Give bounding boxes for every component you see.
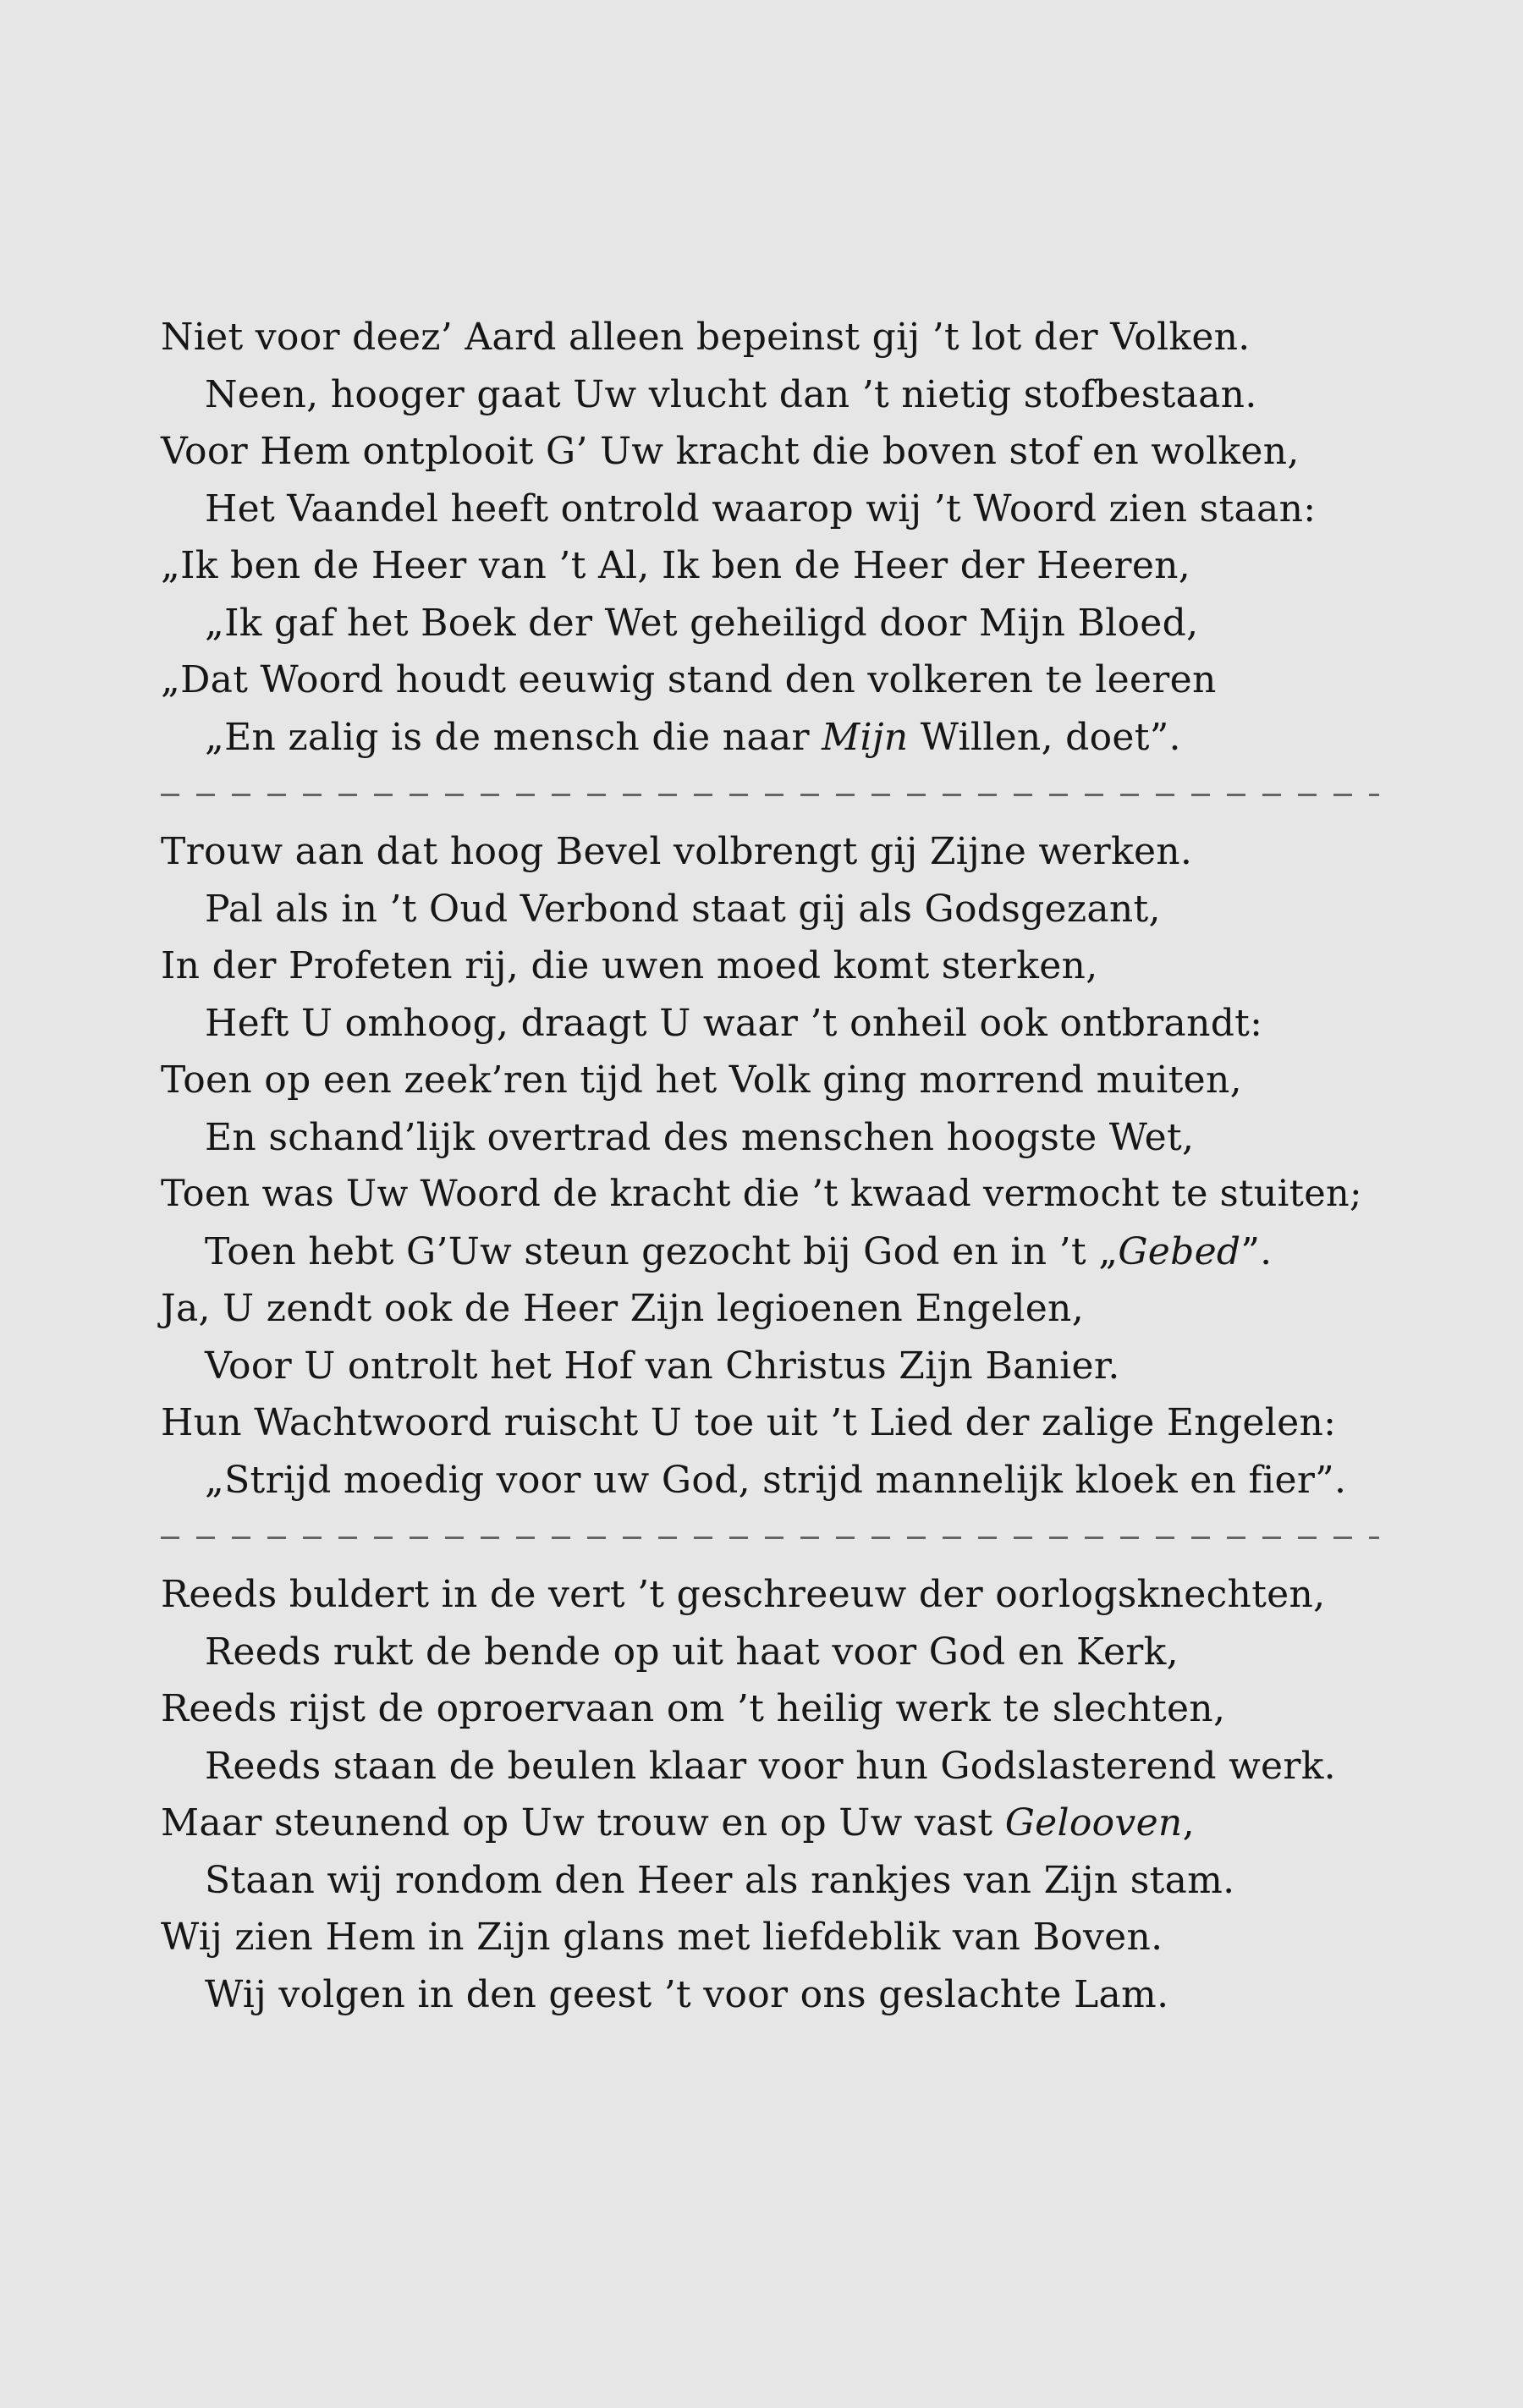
poem-line: „Strijd moedig voor uw God, strijd mannelijk kloek en fier”. — [205, 1458, 1347, 1502]
poem-line: Voor U ontrolt het Hof van Christus Zijn Banier. — [205, 1344, 1120, 1388]
poem-line: Trouw aan dat hoog Bevel volbrengt gij Zijne werken. — [161, 830, 1193, 873]
poem-line: Niet voor deez’ Aard alleen bepeinst gij ’t lot der Volken. — [161, 316, 1251, 359]
poem-line: Reeds rijst de oproervaan om ’t heilig werk te slechten, — [161, 1687, 1226, 1730]
poem-line: Staan wij rondom den Heer als rankjes van Zijn stam. — [205, 1858, 1235, 1902]
line-text: Maar steunend op Uw trouw en op Uw vast — [161, 1801, 1005, 1844]
stanza-2 — [161, 823, 1362, 1509]
poem-line: Pal als in ’t Oud Verbond staat gij als Godsgezant, — [205, 887, 1161, 931]
poem-line: „Dat Woord houdt eeuwig stand den volkeren te leeren — [161, 658, 1217, 701]
poem-line: Reeds rukt de bende op uit haat voor God en Kerk, — [205, 1630, 1179, 1674]
poem-line: Toen op een zeek’ren tijd het Volk ging morrend muiten, — [161, 1058, 1242, 1102]
poem-line: Reeds staan de beulen klaar voor hun Godslasterend werk. — [205, 1744, 1336, 1788]
poem — [161, 309, 1362, 2023]
emphasis-word: Mijn — [822, 715, 909, 759]
poem-line: „Ik gaf het Boek der Wet geheiligd door Mijn Bloed, — [205, 601, 1199, 645]
poem-line: „Ik ben de Heer van ’t Al, Ik ben de Heer der Heeren, — [161, 544, 1191, 587]
poem-line: Hun Wachtwoord ruischt U toe uit ’t Lied der zalige Engelen: — [161, 1401, 1337, 1444]
poem-line — [161, 1795, 1362, 1852]
poem-line: Reeds buldert in de vert ’t geschreeuw der oorlogsknechten, — [161, 1573, 1326, 1616]
poem-line — [161, 1223, 1362, 1281]
stanza-1 — [161, 309, 1362, 766]
dashed-divider — [161, 766, 1362, 823]
poem-line: En schand’lijk overtrad des menschen hoogste Wet, — [205, 1115, 1195, 1159]
poem-line: Voor Hem ontplooit G’ Uw kracht die boven stof en wolken, — [161, 430, 1300, 473]
dashed-divider — [161, 1509, 1362, 1566]
poem-line: Ja, U zendt ook de Heer Zijn legioenen Engelen, — [161, 1287, 1084, 1330]
stanza-3 — [161, 1566, 1362, 2023]
poem-line: Toen was Uw Woord de kracht die ’t kwaad vermocht te stuiten; — [161, 1173, 1362, 1215]
line-text: , — [1182, 1801, 1195, 1844]
dash-rule — [161, 794, 1379, 796]
line-text: „En zalig is de mensch die naar — [205, 715, 822, 759]
line-text: ”. — [1240, 1229, 1273, 1273]
line-text: Willen, doet”. — [908, 715, 1181, 759]
poem-line: Wij zien Hem in Zijn glans met liefdeblik van Boven. — [161, 1916, 1163, 1959]
emphasis-word: Gebed — [1118, 1229, 1241, 1273]
poem-line — [161, 709, 1362, 767]
emphasis-word: Gelooven — [1004, 1801, 1183, 1844]
poem-line: Wij volgen in den geest ’t voor ons geslachte Lam. — [205, 1972, 1169, 2016]
poem-line: Neen, hooger gaat Uw vlucht dan ’t nietig stofbestaan. — [205, 372, 1257, 416]
poem-line: Heft U omhoog, draagt U waar ’t onheil ook ontbrandt: — [205, 1001, 1263, 1045]
dash-rule — [161, 1537, 1379, 1539]
poem-line: In der Profeten rij, die uwen moed komt sterken, — [161, 944, 1098, 987]
line-text: Toen hebt G’Uw steun gezocht bij God en in ’t „ — [205, 1229, 1119, 1273]
poem-line: Het Vaandel heeft ontrold waarop wij ’t Woord zien staan: — [205, 487, 1317, 531]
